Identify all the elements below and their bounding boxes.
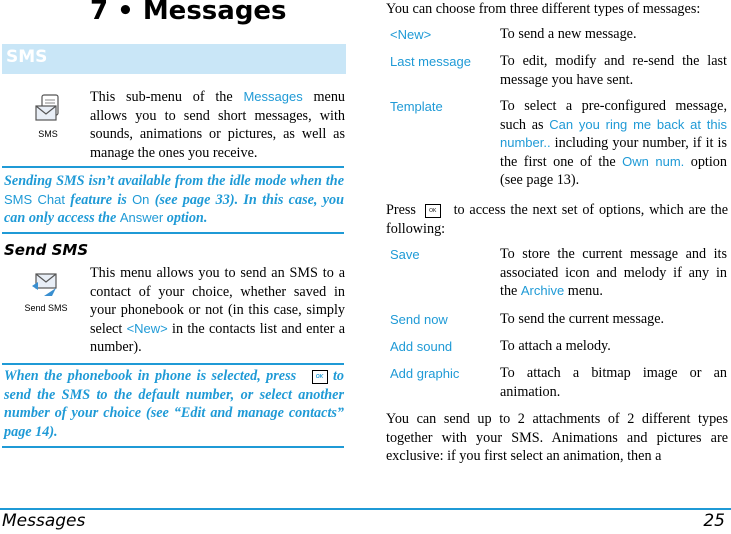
new-term: <New>	[126, 320, 168, 336]
template-text-b: including your number, if it is the first one of the	[500, 135, 727, 170]
template-text-a: To select a pre-configured message, such as	[500, 98, 727, 133]
term-add-sound: Add sound	[390, 339, 453, 354]
note2-rule-bottom	[2, 446, 344, 448]
ok-key-icon-2: OK	[425, 204, 441, 218]
note1-text-d: option.	[163, 210, 208, 226]
term-add-graphic: Add graphic	[390, 366, 460, 381]
def-save	[500, 245, 727, 301]
sms-icon	[28, 92, 68, 139]
sms-intro-text-2: menu allows you to send short messages, with sounds, animations or pictures, as well as manage the ones you receive.	[90, 89, 346, 161]
right-intro: You can choose from three different types of messages:	[386, 1, 701, 17]
note1-text-a: Sending SMS isn’t available from the idle mode when the	[4, 173, 344, 189]
messages-link: Messages	[243, 89, 303, 104]
footer-section-name: Messages	[2, 511, 86, 531]
send-sms-heading: Send SMS	[4, 241, 89, 259]
def-send-now: To send the current message.	[500, 311, 665, 327]
template-text-c: option (see page 13).	[500, 153, 727, 188]
sms-icon-label: SMS	[38, 129, 58, 139]
chapter-title: 7 • Messages	[90, 0, 287, 26]
send-sms-text-top	[90, 264, 345, 357]
answer-term: Answer	[119, 210, 164, 225]
def-add-sound: To attach a melody.	[500, 338, 611, 354]
footer-page-number: 25	[703, 511, 725, 531]
term-send-now: Send now	[390, 312, 448, 327]
note1-rule-top	[2, 166, 344, 168]
press-text-b: to access the next set of options, which are the following:	[386, 202, 728, 237]
note1-text-c: (see page 33). In this case, you can only access the	[4, 191, 344, 226]
note1-text-b: feature is	[64, 191, 133, 208]
term-save: Save	[390, 247, 420, 262]
sms-section-title: SMS	[6, 47, 48, 67]
def-add-graphic: To attach a bitmap image or an animation.	[500, 365, 727, 400]
footer-rule	[0, 508, 731, 510]
note2-rule-top	[2, 363, 344, 365]
sms-intro	[90, 88, 345, 162]
def-template	[500, 97, 727, 190]
press-text-a: Press	[386, 202, 416, 218]
note-phonebook	[4, 367, 344, 441]
note2-text-a: When the phonebook in phone is selected, press	[4, 368, 297, 384]
term-last-message: Last message	[390, 54, 471, 69]
sms-intro-text: This sub-menu of the	[90, 89, 244, 105]
send-sms-text-a: This menu allows you to send an SMS to a contact of your choice, whether saved in your phonebook or not (in this case, simply select	[90, 265, 345, 337]
sms-section-header	[2, 44, 346, 74]
save-text-b: menu.	[564, 283, 603, 299]
note1-rule-bottom	[2, 232, 344, 234]
send-sms-icon-label: Send SMS	[24, 303, 68, 313]
attachments-text: You can send up to 2 attachments of 2 different types together with your SMS. Animations and pictures are exclusive: if you first select an animation, then a	[386, 411, 728, 464]
archive-term: Archive	[520, 283, 565, 298]
template-example: Can you ring me back at this number..	[500, 116, 727, 150]
def-last-message: To edit, modify and re-send the last message you have sent.	[500, 53, 727, 88]
def-new: To send a new message.	[500, 26, 637, 42]
sms-chat-term: SMS Chat	[4, 191, 65, 207]
own-num-term: Own num.	[622, 153, 685, 169]
note2-text-b: to send the SMS to the default number, or select another number of your choice (see “Edit and manage contacts” page 14).	[4, 368, 345, 440]
ok-key-icon: OK	[312, 370, 328, 384]
term-template: Template	[390, 99, 443, 114]
save-text-a: To store the current message and its associated icon and melody if any in the	[500, 246, 727, 299]
term-new: <New>	[390, 27, 432, 42]
send-sms-icon	[22, 268, 70, 313]
send-sms-text-b: in the contacts list and enter a number).	[90, 320, 346, 355]
on-term: On	[132, 191, 150, 207]
press-ok-text	[386, 201, 728, 238]
note-sms-chat	[4, 172, 344, 228]
